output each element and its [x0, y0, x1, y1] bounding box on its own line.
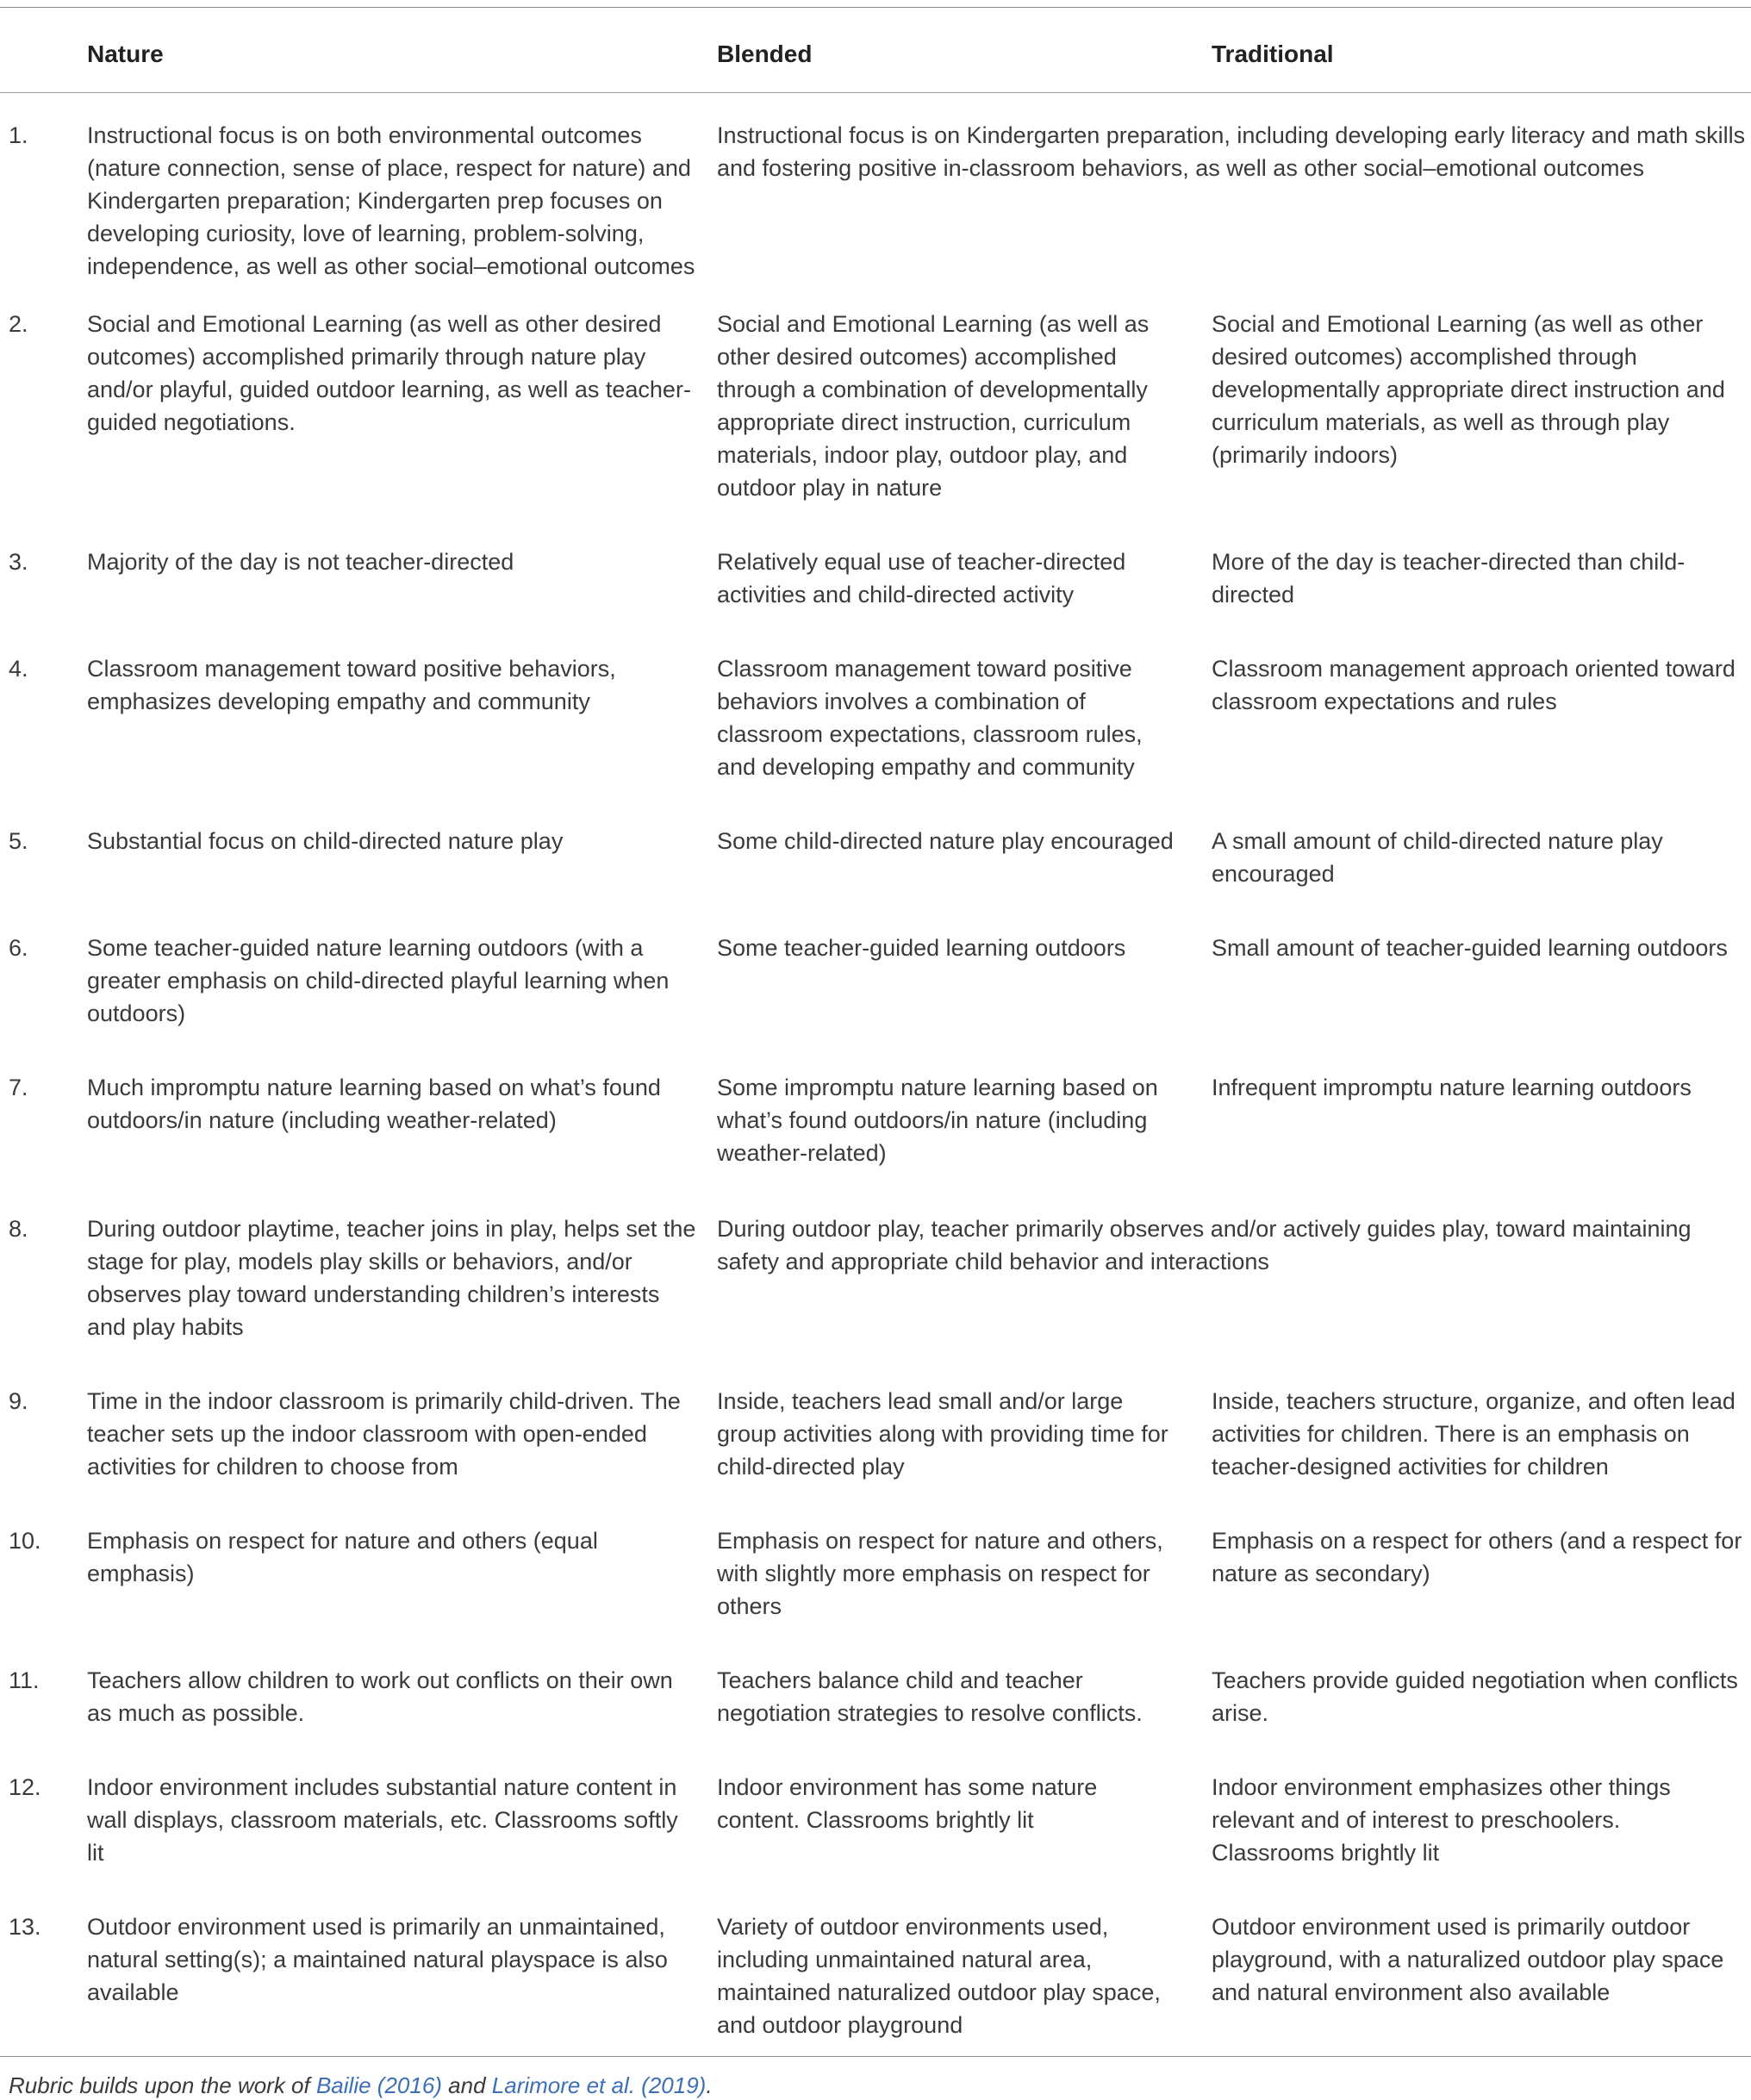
- footnote-middle: and: [441, 2072, 492, 2098]
- header-blended: Blended: [717, 41, 813, 67]
- row-number: 7.: [9, 1075, 28, 1100]
- row-number: 13.: [9, 1914, 41, 1940]
- header-nature: Nature: [87, 41, 164, 67]
- row-number: 12.: [9, 1774, 41, 1800]
- cell-blended: Inside, teachers lead small and/or large group activities along with providing time for child-directed play: [717, 1388, 1168, 1480]
- cell-traditional: Teachers provide guided negotiation when conflicts arise.: [1212, 1667, 1738, 1726]
- cell-blended: Teachers balance child and teacher negotiation strategies to resolve conflicts.: [717, 1667, 1143, 1726]
- cell-nature: Emphasis on respect for nature and others (equal emphasis): [87, 1528, 598, 1586]
- cell-nature: During outdoor playtime, teacher joins in play, helps set the stage for play, models play skills or behaviors, and/or observes play toward understanding children’s interests and play habits: [87, 1216, 696, 1340]
- row-number: 9.: [9, 1388, 28, 1414]
- table-header-row: [0, 40, 1751, 74]
- cell-nature: Time in the indoor classroom is primarily child-driven. The teacher sets up the indoor classroom with open-ended activities for children to choose from: [87, 1388, 681, 1480]
- cell-blended: Some child-directed nature play encouraged: [717, 828, 1174, 854]
- row-number: 10.: [9, 1528, 41, 1554]
- cell-traditional: Classroom management approach oriented toward classroom expectations and rules: [1212, 656, 1735, 714]
- cell-traditional: Emphasis on a respect for others (and a respect for nature as secondary): [1212, 1528, 1742, 1586]
- cell-traditional: Indoor environment emphasizes other things relevant and of interest to preschoolers. Classrooms brightly lit: [1212, 1774, 1671, 1866]
- citation-link-larimore[interactable]: Larimore et al. (2019): [491, 2072, 707, 2098]
- cell-blended: Some teacher-guided learning outdoors: [717, 935, 1126, 961]
- cell-blended-traditional: Instructional focus is on Kindergarten preparation, including developing early literacy and math skills and fostering positive in-classroom behaviors, as well as other social–emotional outcomes: [717, 122, 1746, 181]
- cell-nature: Indoor environment includes substantial nature content in wall displays, classroom materials, etc. Classrooms softly lit: [87, 1774, 678, 1866]
- cell-nature: Outdoor environment used is primarily an unmaintained, natural setting(s); a maintained natural playspace is also available: [87, 1914, 668, 2005]
- footnote-prefix: Rubric builds upon the work of: [9, 2072, 316, 2098]
- table-top-rule: [0, 7, 1751, 8]
- cell-traditional: Outdoor environment used is primarily outdoor playground, with a naturalized outdoor play space and natural environment also available: [1212, 1914, 1724, 2005]
- row-number: 4.: [9, 656, 28, 682]
- cell-traditional: Small amount of teacher-guided learning outdoors: [1212, 935, 1728, 961]
- cell-traditional: Social and Emotional Learning (as well as other desired outcomes) accomplished through developmentally appropriate direct instruction and curriculum materials, as well as through play (primarily indoors): [1212, 311, 1725, 468]
- cell-blended: Emphasis on respect for nature and others, with slightly more emphasis on respect for others: [717, 1528, 1163, 1619]
- cell-nature: Teachers allow children to work out conflicts on their own as much as possible.: [87, 1667, 673, 1726]
- row-number: 8.: [9, 1216, 28, 1242]
- cell-traditional: Infrequent impromptu nature learning outdoors: [1212, 1075, 1692, 1100]
- cell-traditional: A small amount of child-directed nature play encouraged: [1212, 828, 1663, 887]
- citation-link-bailie[interactable]: Bailie (2016): [315, 2072, 442, 2098]
- cell-blended: Some impromptu nature learning based on what’s found outdoors/in nature (including weather-related): [717, 1075, 1158, 1166]
- row-number: 5.: [9, 828, 28, 854]
- table-footnote: [9, 2072, 713, 2099]
- cell-blended: Variety of outdoor environments used, including unmaintained natural area, maintained naturalized outdoor play space, and outdoor playground: [717, 1914, 1161, 2038]
- cell-nature: Majority of the day is not teacher-directed: [87, 549, 514, 575]
- cell-blended: Indoor environment has some nature content. Classrooms brightly lit: [717, 1774, 1098, 1833]
- row-number: 1.: [9, 122, 28, 148]
- cell-traditional: Inside, teachers structure, organize, and often lead activities for children. There is an emphasis on teacher-designed activities for children: [1212, 1388, 1735, 1480]
- cell-nature: Social and Emotional Learning (as well as other desired outcomes) accomplished primarily through nature play and/or playful, guided outdoor learning, as well as teacher-guided negotiations.: [87, 311, 691, 435]
- cell-nature: Some teacher-guided nature learning outdoors (with a greater emphasis on child-directed playful learning when outdoors): [87, 935, 670, 1026]
- cell-blended: Classroom management toward positive behaviors involves a combination of classroom expectations, classroom rules, and developing empathy and community: [717, 656, 1143, 780]
- row-number: 2.: [9, 311, 28, 337]
- cell-nature: Instructional focus is on both environmental outcomes (nature connection, sense of place, respect for nature) and Kindergarten preparation; Kindergarten prep focuses on developing curiosity, love of learning, problem-solving, independence, as well as other social–emotional outcomes: [87, 122, 695, 279]
- cell-blended-traditional: During outdoor play, teacher primarily observes and/or actively guides play, toward maintaining safety and appropriate child behavior and interactions: [717, 1216, 1692, 1274]
- cell-nature: Classroom management toward positive behaviors, emphasizes developing empathy and community: [87, 656, 616, 714]
- cell-traditional: More of the day is teacher-directed than child-directed: [1212, 549, 1686, 608]
- row-number: 11.: [9, 1667, 40, 1693]
- cell-nature: Much impromptu nature learning based on what’s found outdoors/in nature (including weather-related): [87, 1075, 661, 1133]
- cell-nature: Substantial focus on child-directed nature play: [87, 828, 564, 854]
- row-number: 3.: [9, 549, 28, 575]
- table-header-rule: [0, 92, 1751, 93]
- cell-blended: Relatively equal use of teacher-directed activities and child-directed activity: [717, 549, 1126, 608]
- cell-blended: Social and Emotional Learning (as well as other desired outcomes) accomplished through a combination of developmentally appropriate direct instruction, curriculum materials, indoor play, outdoor play, and outdoor play in nature: [717, 311, 1150, 501]
- table-bottom-rule: [0, 2056, 1751, 2057]
- row-number: 6.: [9, 935, 28, 961]
- header-traditional: Traditional: [1212, 41, 1334, 67]
- footnote-suffix: .: [706, 2072, 713, 2098]
